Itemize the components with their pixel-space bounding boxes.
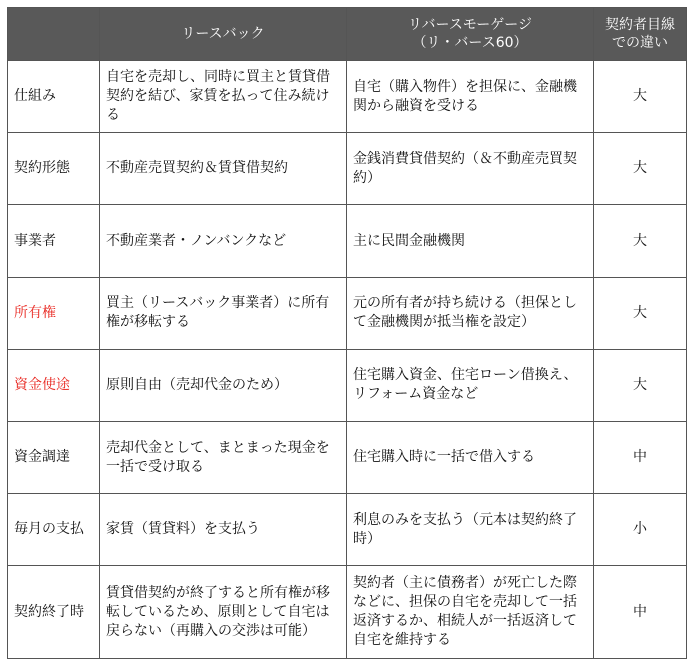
reverse-mortgage-cell: 主に民間金融機関 bbox=[347, 205, 594, 277]
table-row bbox=[8, 494, 687, 566]
row-label-highlighted: 所有権 bbox=[8, 277, 100, 349]
row-label: 資金調達 bbox=[8, 422, 100, 494]
row-label: 契約形態 bbox=[8, 133, 100, 205]
header-difference bbox=[594, 8, 687, 61]
leaseback-cell: 不動産業者・ノンバンクなど bbox=[100, 205, 347, 277]
difference-cell: 大 bbox=[594, 133, 687, 205]
leaseback-cell: 売却代金として、まとまった現金を一括で受け取る bbox=[100, 422, 347, 494]
table-row bbox=[8, 61, 687, 133]
table-header bbox=[8, 8, 687, 61]
leaseback-cell: 賃貸借契約が終了すると所有権が移転しているため、原則として自宅は戻らない（再購入の交渉は可能） bbox=[100, 566, 347, 659]
leaseback-cell: 自宅を売却し、同時に買主と賃貸借契約を結び、家賃を払って住み続ける bbox=[100, 61, 347, 133]
table-row bbox=[8, 133, 687, 205]
difference-cell: 小 bbox=[594, 494, 687, 566]
leaseback-cell: 不動産売買契約＆賃貸借契約 bbox=[100, 133, 347, 205]
reverse-mortgage-cell: 金銭消費貸借契約（＆不動産売買契約） bbox=[347, 133, 594, 205]
table-row bbox=[8, 277, 687, 349]
table-row bbox=[8, 566, 687, 659]
row-label: 契約終了時 bbox=[8, 566, 100, 659]
leaseback-cell: 原則自由（売却代金のため） bbox=[100, 349, 347, 421]
reverse-mortgage-cell: 住宅購入時に一括で借入する bbox=[347, 422, 594, 494]
table-row bbox=[8, 349, 687, 421]
reverse-mortgage-cell: 元の所有者が持ち続ける（担保として金融機関が抵当権を設定） bbox=[347, 277, 594, 349]
reverse-mortgage-cell: 住宅購入資金、住宅ローン借換え、リフォーム資金など bbox=[347, 349, 594, 421]
reverse-mortgage-cell: 利息のみを支払う（元本は契約終了時） bbox=[347, 494, 594, 566]
header-blank-cell bbox=[8, 8, 100, 61]
leaseback-cell: 買主（リースバック事業者）に所有権が移転する bbox=[100, 277, 347, 349]
leaseback-cell: 家賃（賃貸料）を支払う bbox=[100, 494, 347, 566]
row-label: 仕組み bbox=[8, 61, 100, 133]
row-label: 毎月の支払 bbox=[8, 494, 100, 566]
header-difference-line1: 契約者目線 bbox=[605, 17, 675, 33]
comparison-table bbox=[7, 7, 687, 659]
difference-cell: 中 bbox=[594, 422, 687, 494]
header-row bbox=[8, 8, 687, 61]
row-label: 事業者 bbox=[8, 205, 100, 277]
reverse-mortgage-cell: 自宅（購入物件）を担保に、金融機関から融資を受ける bbox=[347, 61, 594, 133]
table-row bbox=[8, 422, 687, 494]
table-row bbox=[8, 205, 687, 277]
header-difference-line2: での違い bbox=[612, 35, 668, 51]
header-leaseback: リースバック bbox=[100, 8, 347, 61]
table-body bbox=[8, 61, 687, 659]
reverse-mortgage-cell: 契約者（主に債務者）が死亡した際などに、担保の自宅を売却して一括返済するか、相続人が一括返済して自宅を維持する bbox=[347, 566, 594, 659]
difference-cell: 大 bbox=[594, 277, 687, 349]
header-reverse-mortgage-line1: リバースモーゲージ bbox=[407, 17, 533, 33]
difference-cell: 中 bbox=[594, 566, 687, 659]
difference-cell: 大 bbox=[594, 349, 687, 421]
header-reverse-mortgage bbox=[347, 8, 594, 61]
row-label-highlighted: 資金使途 bbox=[8, 349, 100, 421]
difference-cell: 大 bbox=[594, 205, 687, 277]
difference-cell: 大 bbox=[594, 61, 687, 133]
header-reverse-mortgage-line2: （リ・バース60） bbox=[412, 35, 528, 51]
